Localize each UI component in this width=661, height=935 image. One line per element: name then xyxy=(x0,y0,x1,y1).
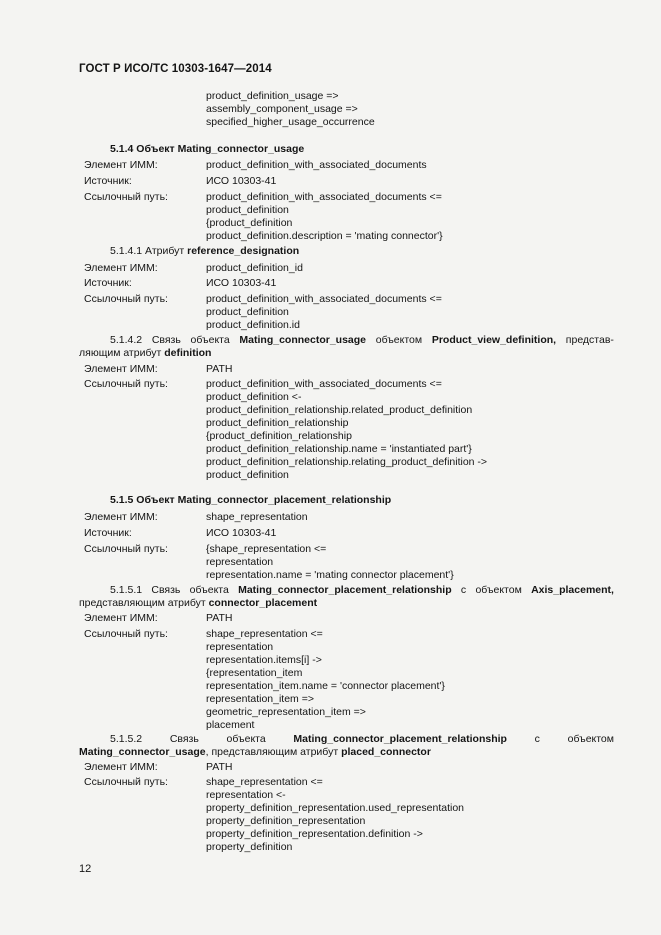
path-line: product_definition xyxy=(206,469,289,481)
element-value: PATH xyxy=(206,761,233,773)
path-label: Ссылочный путь: xyxy=(84,628,168,640)
path-line: shape_representation <= xyxy=(206,628,323,640)
path-label: Ссылочный путь: xyxy=(84,293,168,305)
path-line: product_definition_relationship.relating_product_definition -> xyxy=(206,456,488,468)
source-value: ИСО 10303-41 xyxy=(206,527,277,539)
source-label: Источник: xyxy=(84,527,132,539)
path-line: product_definition_with_associated_documents <= xyxy=(206,378,442,390)
subsection-heading-5-1-4-2: 5.1.4.2 Связь объекта Mating_connector_usage объектом Product_view_definition, представ- ляющим атрибут definition xyxy=(79,334,614,359)
path-line: property_definition xyxy=(206,841,293,853)
path-line: product_definition.id xyxy=(206,319,300,331)
path-line: assembly_component_usage => xyxy=(206,103,358,115)
path-line: product_definition.description = 'mating connector'} xyxy=(206,230,443,242)
path-line: geometric_representation_item => xyxy=(206,706,366,718)
section-heading-5-1-5: 5.1.5 Объект Mating_connector_placement_relationship xyxy=(110,494,392,506)
source-value: ИСО 10303-41 xyxy=(206,175,277,187)
path-line: product_definition_relationship.related_product_definition xyxy=(206,404,473,416)
path-line: representation_item.name = 'connector placement'} xyxy=(206,680,445,692)
path-line: product_definition <- xyxy=(206,391,302,403)
path-line: shape_representation <= xyxy=(206,776,323,788)
source-value: ИСО 10303-41 xyxy=(206,277,277,289)
element-label: Элемент ИММ: xyxy=(84,363,158,375)
path-label: Ссылочный путь: xyxy=(84,191,168,203)
element-label: Элемент ИММ: xyxy=(84,612,158,624)
path-line: product_definition_with_associated_documents <= xyxy=(206,293,442,305)
path-line: specified_higher_usage_occurrence xyxy=(206,116,375,128)
path-line: product_definition xyxy=(206,204,289,216)
element-label: Элемент ИММ: xyxy=(84,511,158,523)
path-line: product_definition_with_associated_documents <= xyxy=(206,191,442,203)
element-value: product_definition_id xyxy=(206,262,303,274)
path-line: property_definition_representation.definition -> xyxy=(206,828,423,840)
subsection-heading-5-1-5-2: 5.1.5.2 Связь объекта Mating_connector_placement_relationship с объектом Mating_connector_usage, представляющим атрибут placed_connector xyxy=(79,733,614,758)
source-label: Источник: xyxy=(84,277,132,289)
subsection-heading-5-1-5-1: 5.1.5.1 Связь объекта Mating_connector_placement_relationship с объектом Axis_placement, представляющим атрибут connector_placement xyxy=(79,584,614,609)
source-label: Источник: xyxy=(84,175,132,187)
path-line: product_definition_relationship.name = 'instantiated part'} xyxy=(206,443,472,455)
path-line: product_definition_relationship xyxy=(206,417,349,429)
page-number: 12 xyxy=(79,863,92,875)
element-value: PATH xyxy=(206,612,233,624)
path-line: representation xyxy=(206,556,274,568)
path-line: representation.name = 'mating connector placement'} xyxy=(206,569,454,581)
element-value: shape_representation xyxy=(206,511,308,523)
element-label: Элемент ИММ: xyxy=(84,159,158,171)
path-line: product_definition_usage => xyxy=(206,90,339,102)
subsection-heading-5-1-4-1: 5.1.4.1 Атрибут reference_designation xyxy=(110,245,300,257)
path-label: Ссылочный путь: xyxy=(84,776,168,788)
path-line: {representation_item xyxy=(206,667,303,679)
path-line: {shape_representation <= xyxy=(206,543,327,555)
section-heading-5-1-4: 5.1.4 Объект Mating_connector_usage xyxy=(110,143,305,155)
element-label: Элемент ИММ: xyxy=(84,262,158,274)
path-line: representation xyxy=(206,641,274,653)
path-label: Ссылочный путь: xyxy=(84,543,168,555)
element-value: PATH xyxy=(206,363,233,375)
path-line: representation_item => xyxy=(206,693,314,705)
path-line: representation <- xyxy=(206,789,286,801)
path-line: {product_definition xyxy=(206,217,293,229)
element-label: Элемент ИММ: xyxy=(84,761,158,773)
path-line: product_definition xyxy=(206,306,289,318)
element-value: product_definition_with_associated_documents xyxy=(206,159,427,171)
path-line: property_definition_representation xyxy=(206,815,366,827)
path-line: placement xyxy=(206,719,255,731)
path-line: {product_definition_relationship xyxy=(206,430,352,442)
path-line: representation.items[i] -> xyxy=(206,654,322,666)
path-label: Ссылочный путь: xyxy=(84,378,168,390)
path-line: property_definition_representation.used_representation xyxy=(206,802,465,814)
standard-header: ГОСТ Р ИСО/ТС 10303-1647—2014 xyxy=(79,63,272,75)
